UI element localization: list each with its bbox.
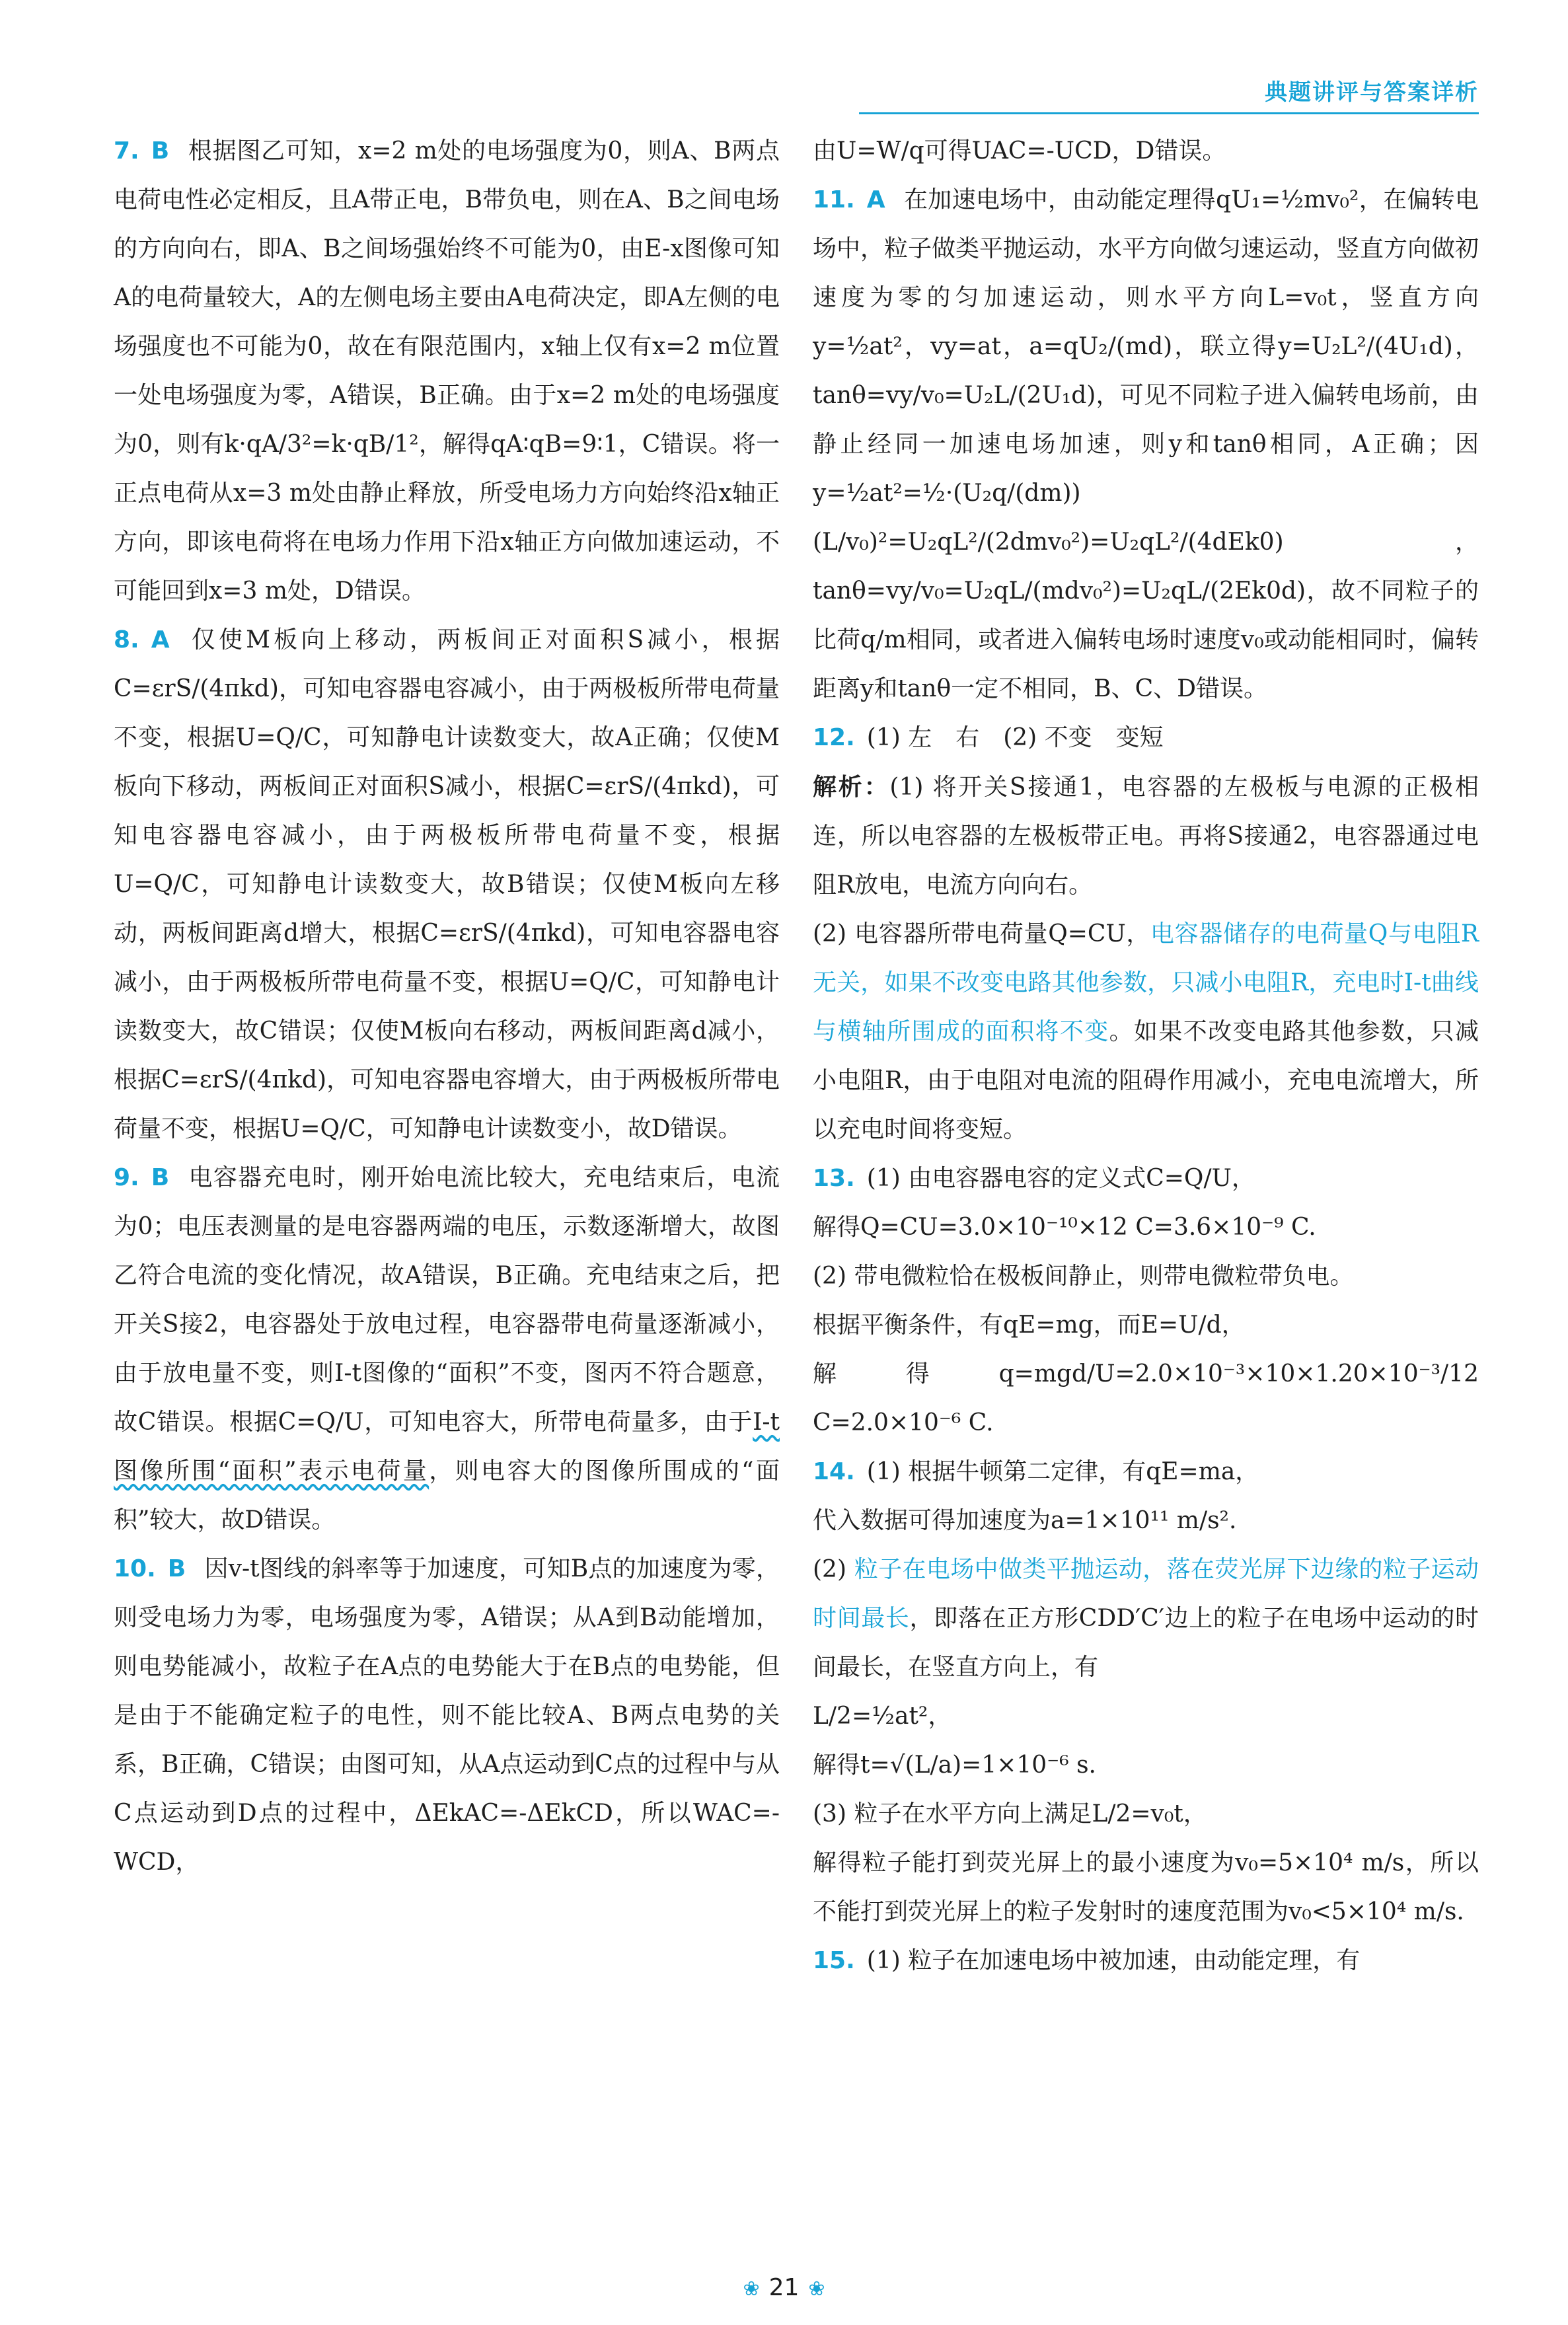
right-column (813, 127, 1479, 1985)
answer-letter: B (151, 137, 170, 165)
analysis-text: (1) 将开关S接通1，电容器的左极板与电源的正极相连，所以电容器的左极板带正电。再将S接通2，电容器通过电阻R放电，电流方向向右。 (813, 774, 1479, 899)
question-text-tail: ，则电容大的图像所围成的“面积”较大，故D错误。 (114, 1458, 780, 1533)
answer-line: (1) 左 右 (2) 不变 变短 (866, 724, 1164, 751)
question-13-line-4: 根据平衡条件，有qE=mg，而E=U/d， (813, 1311, 1246, 1339)
question-text: 在加速电场中，由动能定理得qU₁=½mv₀²，在偏转电场中，粒子做类平抛运动，水平方向做匀速运动，竖直方向做初速度为零的匀加速运动，则水平方向L=v₀t，竖直方向y=½at²，vy=at，a=qU₂/(md)，联立得y=U₂L²/(4U₁d)，tanθ=vy/v₀=U₂L/(2U₁d)，可见不同粒子进入偏转电场前，由静止经同一加速电场加速，则y和tanθ相同，A正确；因y=½at²=½·(U₂q/(dm))(L/v₀)²=U₂qL²/(2dmv₀²)=U₂qL²/(4dEk0)，tanθ=vy/v₀=U₂qL/(mdv₀²)=U₂qL/(2Ek0d)，故不同粒子的比荷q/m相同，或者进入偏转电场时速度v₀或动能相同时，偏转距离y和tanθ一定不相同，B、C、D错误。 (813, 186, 1479, 702)
decoration-icon: ❀ (808, 2277, 825, 2301)
decoration-icon: ❀ (743, 2277, 760, 2301)
question-13-line-2: 解得Q=CU=3.0×10⁻¹⁰×12 C=3.6×10⁻⁹ C. (813, 1214, 1316, 1241)
question-13-line-5: 解得q=mgd/U=2.0×10⁻³×10×1.20×10⁻³/12 C=2.0×10⁻⁶ C. (813, 1360, 1479, 1436)
question-10 (114, 1545, 780, 1887)
wavy-emphasis: I-t图像所围“面积”表示电荷量 (114, 1409, 780, 1485)
solution-text: (1) 由电容器电容的定义式C=Q/U， (866, 1165, 1255, 1192)
highlighted-text: 粒子在电场中做类平抛运动，落在荧光屏下边缘的粒子运动时间最长 (813, 1556, 1479, 1632)
question-text: 电容器充电时，刚开始电流比较大，充电结束后，电流为0；电压表测量的是电容器两端的电压，示数逐渐增大，故图乙符合电流的变化情况，故A错误，B正确。充电结束之后，把开关S接2，电容器处于放电过程，电容器带电荷量逐渐减小，由于放电量不变，则I-t图像的“面积”不变，图丙不符合题意，故C错误。根据C=Q/U，可知电容大，所带电荷量多，由于 (114, 1164, 780, 1436)
question-12-analysis-2 (813, 910, 1479, 1154)
left-column (114, 127, 780, 1887)
question-15 (813, 1937, 1479, 1985)
question-11 (813, 176, 1479, 714)
question-number: 11. (813, 186, 855, 213)
question-8 (114, 616, 780, 1154)
question-text: 因v-t图线的斜率等于加速度，可知B点的加速度为零，则受电场力为零，电场强度为零，A错误；从A到B动能增加，则电势能减小，故粒子在A点的电势能大于在B点的电势能，但是由于不能确定粒子的电性，则不能比较A、B两点电势的关系，B正确，C错误；由图可知，从A点运动到C点的过程中与从C点运动到D点的过程中，ΔEkAC=-ΔEkCD，所以WAC=-WCD， (114, 1555, 780, 1876)
solution-text: (2) (813, 1556, 854, 1583)
question-text: 根据图乙可知，x=2 m处的电场强度为0，则A、B两点电荷电性必定相反，且A带正电，B带负电，则在A、B之间电场的方向向右，即A、B之间场强始终不可能为0，由E-x图像可知A的电荷量较大，A的左侧电场主要由A电荷决定，即A左侧的电场强度也不可能为0，故在有限范围内，x轴上仅有x=2 m位置一处电场强度为零，A错误，B正确。由于x=2 m处的电场强度为0，则有k·qA/3²=k·qB/1²，解得qA∶qB=9∶1，C错误。将一正点电荷从x=3 m处由静止释放，所受电场力方向始终沿x轴正方向，即该电荷将在电场力作用下沿x轴正方向做加速运动，不可能回到x=3 m处，D错误。 (114, 137, 780, 605)
analysis-label: 解析： (813, 773, 890, 801)
answer-letter: B (167, 1555, 186, 1582)
question-number: 14. (813, 1458, 855, 1485)
question-10-continued: 由U=W/q可得UAC=-UCD，D错误。 (813, 137, 1226, 165)
question-number: 10. (114, 1555, 156, 1582)
question-13-line-3: (2) 带电微粒恰在极板间静止，则带电微粒带负电。 (813, 1263, 1354, 1290)
question-number: 8. (114, 626, 139, 653)
solution-text: (1) 根据牛顿第二定律，有qE=ma， (866, 1458, 1259, 1485)
question-14-line-6: (3) 粒子在水平方向上满足L/2=v₀t， (813, 1800, 1207, 1827)
question-14-line-7: 解得粒子能打到荧光屏上的最小速度为v₀=5×10⁴ m/s，所以不能打到荧光屏上的粒子发射时的速度范围为v₀<5×10⁴ m/s. (813, 1849, 1479, 1925)
solution-text: (1) 粒子在加速电场中被加速，由动能定理，有 (866, 1947, 1361, 1974)
question-number: 12. (813, 724, 855, 751)
question-9 (114, 1154, 780, 1545)
page-footer (0, 2274, 1568, 2301)
question-13-line-1 (813, 1154, 1479, 1203)
question-14-line-3 (813, 1545, 1479, 1692)
question-number: 15. (813, 1947, 855, 1974)
question-14-line-1 (813, 1448, 1479, 1496)
question-14-line-5: 解得t=√(L/a)=1×10⁻⁶ s. (813, 1752, 1096, 1779)
question-number: 9. (114, 1164, 139, 1191)
answer-letter: A (151, 626, 170, 653)
answer-letter: A (866, 186, 885, 213)
question-12-answer (813, 714, 1479, 762)
section-tag: 典题讲评与答案详析 (1265, 79, 1479, 106)
header-divider (859, 112, 1479, 114)
question-14-line-2: 代入数据可得加速度为a=1×10¹¹ m/s². (813, 1507, 1237, 1534)
answer-letter: B (151, 1164, 170, 1191)
solution-text-tail: ，即落在正方形CDD′C′边上的粒子在电场中运动的时间最长，在竖直方向上，有 (813, 1605, 1479, 1681)
question-14-line-4: L/2=½at²， (813, 1703, 952, 1730)
analysis-text-tail: 。如果不改变电路其他参数，只减小电阻R，由于电阻对电流的阻碍作用减小，充电电流增大，所以充电时间将变短。 (813, 1018, 1479, 1143)
page-number: 21 (768, 2274, 800, 2301)
question-number: 13. (813, 1165, 855, 1192)
question-7 (114, 127, 780, 616)
question-12-analysis-1 (813, 762, 1479, 910)
question-number: 7. (114, 137, 139, 165)
highlighted-text: 电容器储存的电荷量Q与电阻R无关，如果不改变电路其他参数，只减小电阻R，充电时I-t曲线与横轴所围成的面积将不变 (813, 920, 1479, 1045)
analysis-text: (2) 电容器所带电荷量Q=CU， (813, 920, 1151, 947)
question-text: 仅使M板向上移动，两板间正对面积S减小，根据C=εrS/(4πkd)，可知电容器电容减小，由于两极板所带电荷量不变，根据U=Q/C，可知静电计读数变大，故A正确；仅使M板向下移动，两板间正对面积S减小，根据C=εrS/(4πkd)，可知电容器电容减小，由于两极板所带电荷量不变，根据U=Q/C，可知静电计读数变大，故B错误；仅使M板向左移动，两板间距离d增大，根据C=εrS/(4πkd)，可知电容器电容减小，由于两极板所带电荷量不变，根据U=Q/C，可知静电计读数变大，故C错误；仅使M板向右移动，两板间距离d减小，根据C=εrS/(4πkd)，可知电容器电容增大，由于两极板所带电荷量不变，根据U=Q/C，可知静电计读数变小，故D错误。 (114, 626, 780, 1142)
